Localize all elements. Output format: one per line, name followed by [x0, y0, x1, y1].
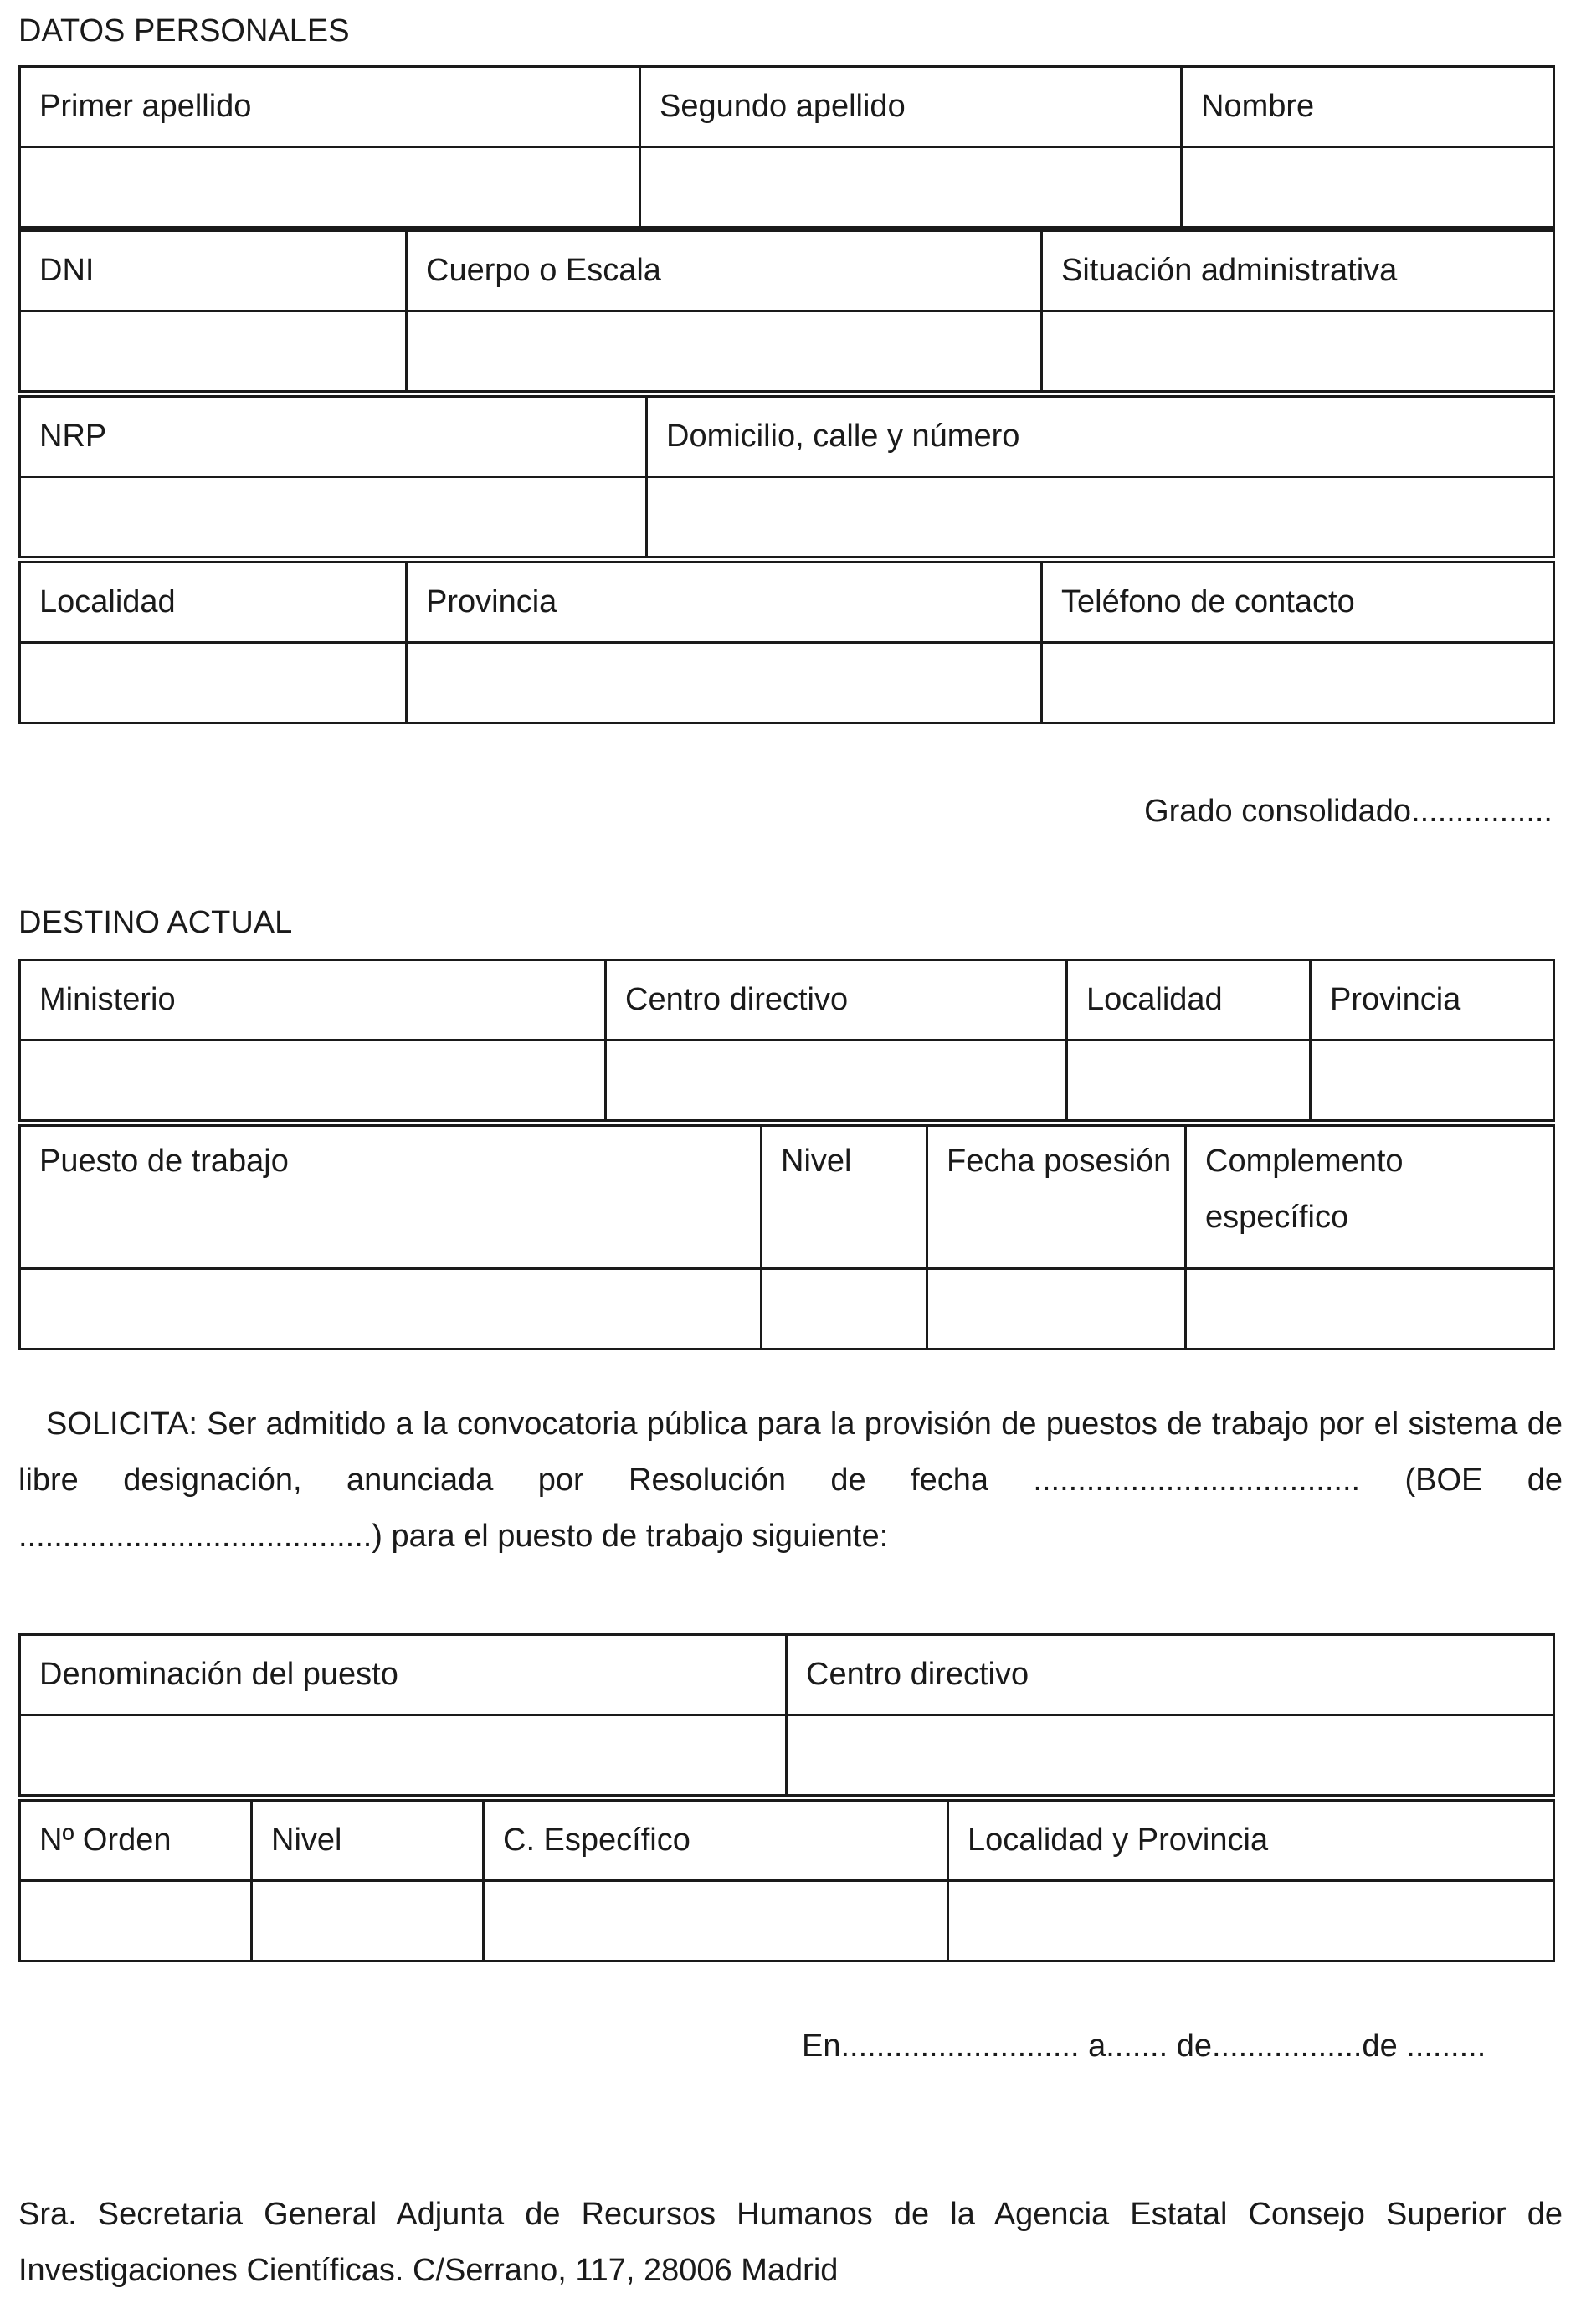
label-domicilio: Domicilio, calle y número: [647, 397, 1554, 477]
datos-personales-table-1: [18, 65, 1555, 229]
puesto-solicitado-table-1: [18, 1633, 1555, 1797]
input-ministerio[interactable]: [20, 1041, 606, 1121]
label-centro-directivo: Centro directivo: [606, 960, 1067, 1041]
datos-personales-table-2: [18, 229, 1555, 393]
input-nrp[interactable]: [20, 477, 647, 558]
input-dni[interactable]: [20, 311, 407, 392]
label-puesto-centro-directivo: Centro directivo: [787, 1635, 1554, 1715]
label-ministerio: Ministerio: [20, 960, 606, 1041]
input-domicilio[interactable]: [647, 477, 1554, 558]
input-nivel[interactable]: [762, 1269, 927, 1350]
fecha-lugar-line: En........................... a....... de.................de .........: [802, 2028, 1486, 2064]
label-localidad: Localidad: [20, 563, 407, 643]
solicita-paragraph: SOLICITA: Ser admitido a la convocatoria pública para la provisión de puestos de trabajo por el sistema de libre designación, anunciada por Resolución de fecha ..................................... (BOE de ........................................) para el puesto de trabajo siguiente:: [18, 1406, 1563, 1554]
label-complemento-especifico: Complemento específico: [1186, 1126, 1554, 1269]
label-primer-apellido: Primer apellido: [20, 67, 640, 147]
input-localidad-provincia[interactable]: [948, 1881, 1554, 1962]
label-nrp: NRP: [20, 397, 647, 477]
input-destino-localidad[interactable]: [1067, 1041, 1311, 1121]
label-segundo-apellido: Segundo apellido: [640, 67, 1182, 147]
input-nombre[interactable]: [1182, 147, 1554, 228]
input-puesto-nivel[interactable]: [252, 1881, 484, 1962]
input-numero-orden[interactable]: [20, 1881, 252, 1962]
input-cuerpo-escala[interactable]: [407, 311, 1042, 392]
input-telefono-contacto[interactable]: [1042, 643, 1554, 723]
destinatario-address: Sra. Secretaria General Adjunta de Recursos Humanos de la Agencia Estatal Consejo Superior de Investigaciones Científicas. C/Serrano, 117, 28006 Madrid: [18, 2197, 1563, 2288]
label-c-especifico: C. Específico: [484, 1801, 948, 1881]
label-fecha-posesion: Fecha posesión: [927, 1126, 1186, 1269]
label-provincia: Provincia: [407, 563, 1042, 643]
input-c-especifico[interactable]: [484, 1881, 948, 1962]
label-numero-orden: Nº Orden: [20, 1801, 252, 1881]
label-situacion-administrativa: Situación administrativa: [1042, 231, 1554, 311]
input-denominacion-puesto[interactable]: [20, 1715, 787, 1796]
destino-actual-table-2: [18, 1124, 1555, 1350]
input-destino-provincia[interactable]: [1311, 1041, 1554, 1121]
input-provincia[interactable]: [407, 643, 1042, 723]
label-dni: DNI: [20, 231, 407, 311]
label-telefono-contacto: Teléfono de contacto: [1042, 563, 1554, 643]
label-destino-provincia: Provincia: [1311, 960, 1554, 1041]
datos-personales-table-4: [18, 561, 1555, 724]
destino-actual-table-1: [18, 959, 1555, 1122]
input-complemento-especifico[interactable]: [1186, 1269, 1554, 1350]
input-primer-apellido[interactable]: [20, 147, 640, 228]
label-puesto-trabajo: Puesto de trabajo: [20, 1126, 762, 1269]
label-destino-localidad: Localidad: [1067, 960, 1311, 1041]
input-segundo-apellido[interactable]: [640, 147, 1182, 228]
label-nombre: Nombre: [1182, 67, 1554, 147]
label-denominacion-puesto: Denominación del puesto: [20, 1635, 787, 1715]
input-localidad[interactable]: [20, 643, 407, 723]
grado-consolidado: Grado consolidado................: [1144, 794, 1553, 829]
input-fecha-posesion[interactable]: [927, 1269, 1186, 1350]
destino-actual-heading: DESTINO ACTUAL: [18, 905, 293, 940]
label-nivel: Nivel: [762, 1126, 927, 1269]
label-localidad-provincia: Localidad y Provincia: [948, 1801, 1554, 1881]
input-situacion-administrativa[interactable]: [1042, 311, 1554, 392]
label-cuerpo-escala: Cuerpo o Escala: [407, 231, 1042, 311]
datos-personales-table-3: [18, 395, 1555, 558]
datos-personales-heading: DATOS PERSONALES: [18, 13, 350, 49]
puesto-solicitado-table-2: [18, 1799, 1555, 1962]
input-puesto-trabajo[interactable]: [20, 1269, 762, 1350]
input-puesto-centro-directivo[interactable]: [787, 1715, 1554, 1796]
input-centro-directivo[interactable]: [606, 1041, 1067, 1121]
label-puesto-nivel: Nivel: [252, 1801, 484, 1881]
